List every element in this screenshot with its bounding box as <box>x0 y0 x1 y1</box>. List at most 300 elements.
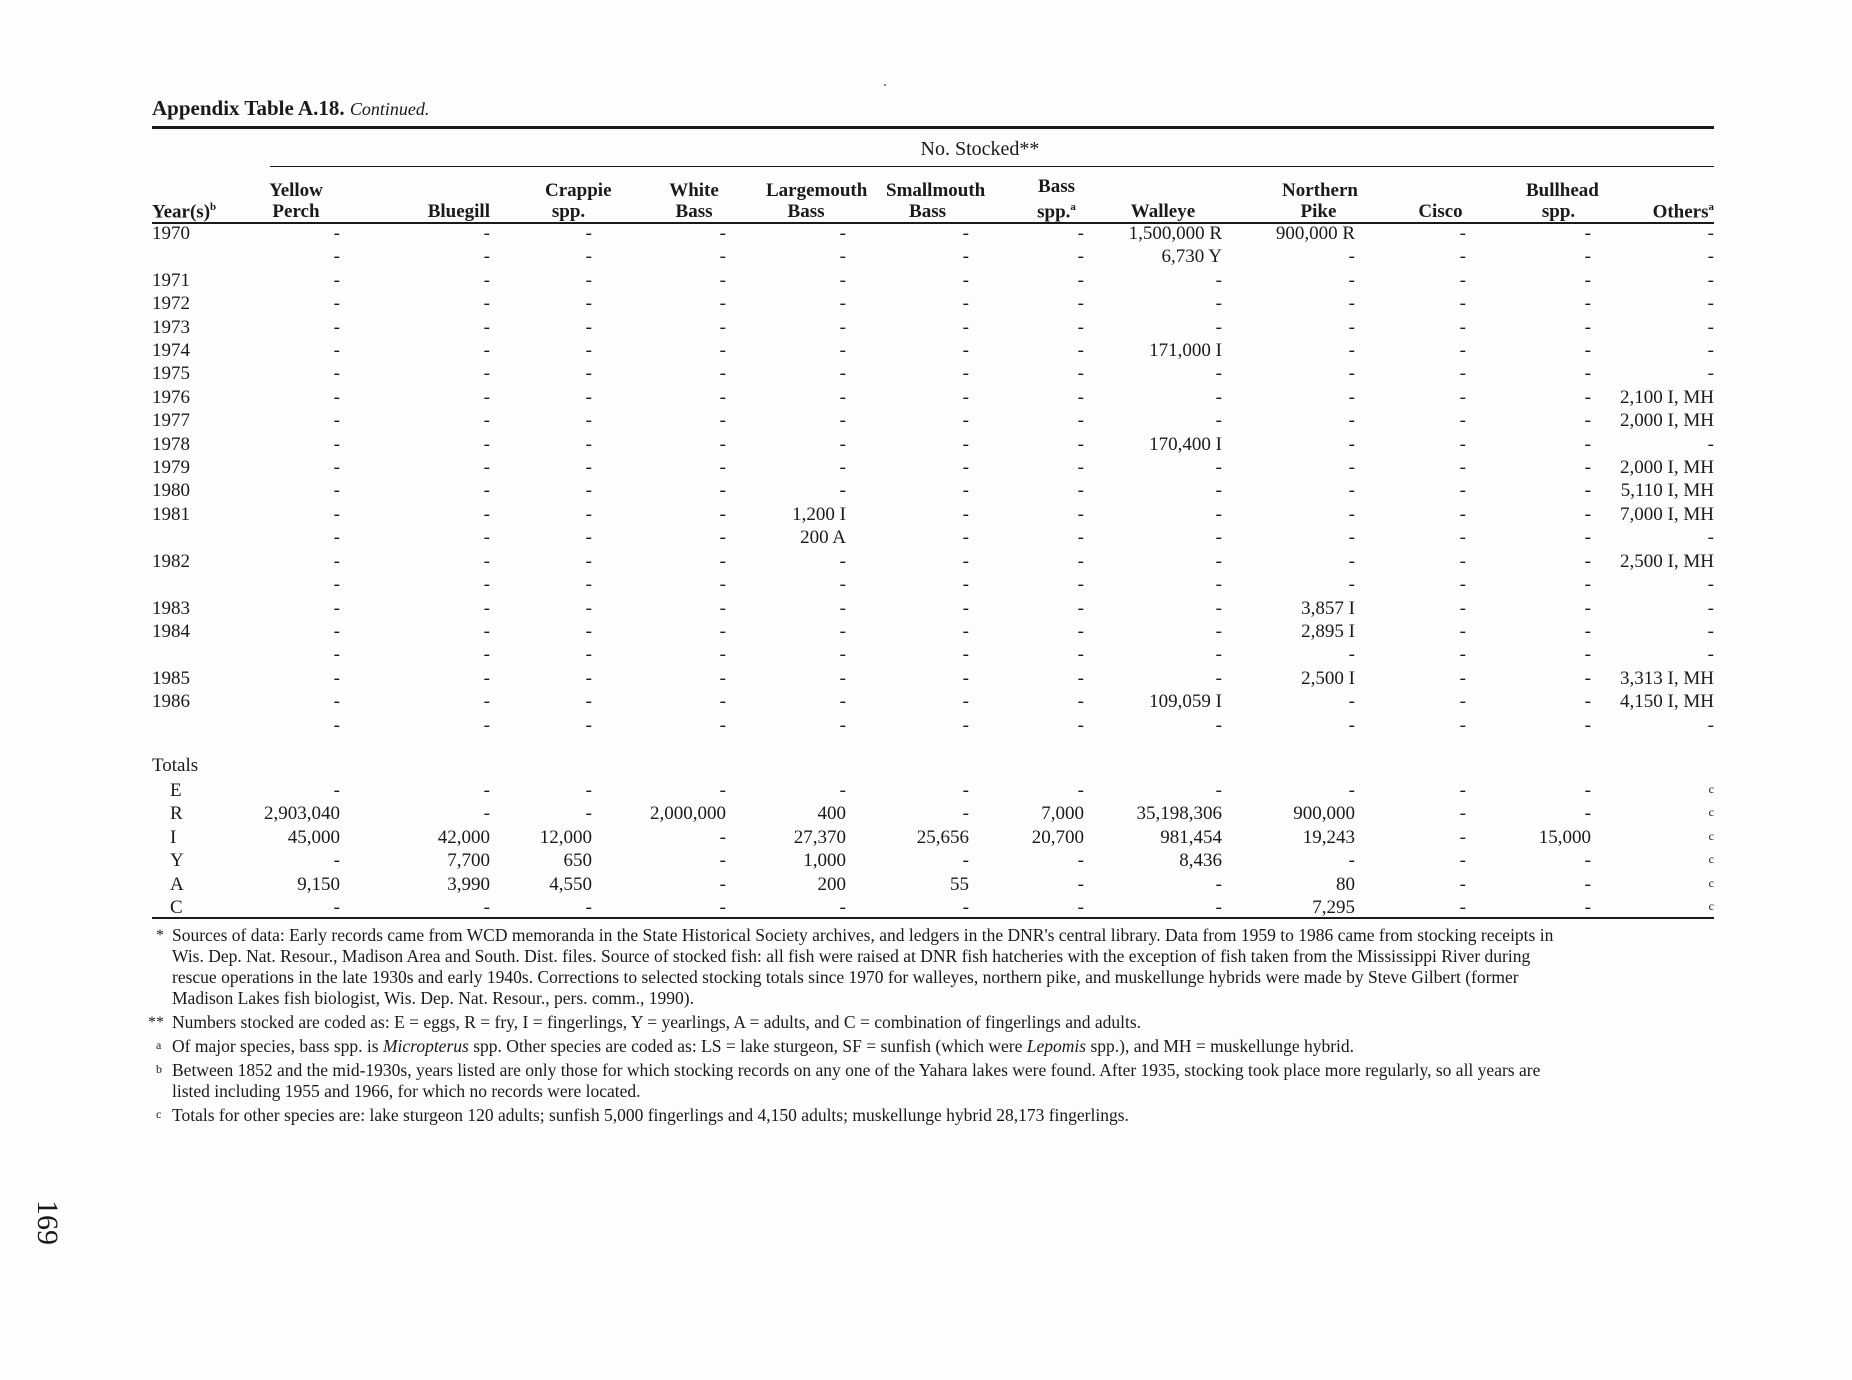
value-cell: - <box>483 574 490 596</box>
value-cell: - <box>585 550 592 572</box>
value-cell: - <box>1215 386 1222 408</box>
value-cell: - <box>719 246 726 268</box>
value-cell: 171,000 I <box>1149 340 1222 362</box>
value-cell: - <box>1348 714 1355 736</box>
value-cell: - <box>333 503 340 525</box>
value-cell: - <box>585 667 592 689</box>
value-cell: - <box>1348 269 1355 291</box>
value-cell: - <box>1459 779 1466 801</box>
value-cell: - <box>483 527 490 549</box>
value-cell: - <box>1348 340 1355 362</box>
value-cell: - <box>333 714 340 736</box>
col-year-header: $Year(s)^b$ <box>152 200 217 222</box>
value-cell: - <box>483 293 490 315</box>
year-cell: 1980 <box>152 480 190 502</box>
value-cell: - <box>719 410 726 432</box>
value-cell: - <box>1215 667 1222 689</box>
value-cell: 4,150 I, MH <box>1620 691 1714 713</box>
value-cell: - <box>1077 316 1084 338</box>
value-cell: - <box>1348 457 1355 479</box>
value-cell: 7,295 <box>1312 896 1355 918</box>
year-cell: 1973 <box>152 316 190 338</box>
value-cell: - <box>839 779 846 801</box>
totals-row <box>152 896 1714 919</box>
value-cell: - <box>1707 574 1714 596</box>
value-cell: - <box>1348 550 1355 572</box>
table-row <box>152 714 1714 737</box>
value-cell: - <box>839 223 846 244</box>
value-cell: c <box>1708 805 1714 820</box>
value-cell: - <box>1584 316 1591 338</box>
value-cell: - <box>719 850 726 872</box>
value-cell: - <box>962 269 969 291</box>
value-cell: - <box>1215 550 1222 572</box>
value-cell: - <box>962 386 969 408</box>
value-cell: - <box>1584 293 1591 315</box>
value-cell: - <box>1215 714 1222 736</box>
value-cell: - <box>1077 644 1084 666</box>
footnote-a: a Of major species, bass spp. is Micropterus spp. Other species are coded as: LS = lake sturgeon, SF = sunfish (which were Lepomis spp.), and MH = muskellunge hybrid. <box>156 1036 1355 1056</box>
value-cell: - <box>839 316 846 338</box>
header-row <box>152 170 1714 222</box>
year-cell <box>152 245 232 268</box>
value-cell: - <box>839 340 846 362</box>
value-cell: - <box>483 410 490 432</box>
value-cell: - <box>1459 457 1466 479</box>
value-cell: - <box>1459 480 1466 502</box>
table-row <box>152 245 1714 268</box>
value-cell: - <box>1077 480 1084 502</box>
totals-code: E <box>170 779 182 801</box>
value-cell: - <box>1215 873 1222 895</box>
value-cell: - <box>1215 480 1222 502</box>
value-cell: - <box>962 574 969 596</box>
col-others-header: Others$^a$ <box>1652 200 1714 222</box>
value-cell: - <box>1707 620 1714 642</box>
value-cell: c <box>1708 781 1714 796</box>
value-cell: 4,550 <box>549 873 592 895</box>
year-cell: 1984 <box>152 620 190 642</box>
value-cell: - <box>962 316 969 338</box>
value-cell: 15,000 <box>1538 826 1591 848</box>
value-cell: - <box>585 340 592 362</box>
value-cell: 7,000 I, MH <box>1620 503 1714 525</box>
value-cell: - <box>333 386 340 408</box>
year-cell <box>152 643 232 666</box>
value-cell: - <box>333 363 340 385</box>
value-cell: c <box>1708 828 1714 843</box>
value-cell: - <box>1348 293 1355 315</box>
value-cell: 5,110 I, MH <box>1620 480 1714 502</box>
value-cell: - <box>483 457 490 479</box>
value-cell: - <box>333 410 340 432</box>
value-cell: 2,000 I, MH <box>1620 457 1714 479</box>
value-cell: - <box>839 433 846 455</box>
value-cell: - <box>333 316 340 338</box>
value-cell: - <box>1459 550 1466 572</box>
year-cell: 1976 <box>152 386 190 408</box>
value-cell: - <box>962 691 969 713</box>
value-cell: 42,000 <box>437 826 490 848</box>
value-cell: 3,857 I <box>1301 597 1355 619</box>
value-cell: - <box>1215 363 1222 385</box>
value-cell: - <box>585 574 592 596</box>
value-cell: - <box>483 691 490 713</box>
value-cell: - <box>1459 503 1466 525</box>
value-cell: - <box>962 527 969 549</box>
value-cell: - <box>1215 597 1222 619</box>
value-cell: - <box>1707 293 1714 315</box>
value-cell: - <box>1707 527 1714 549</box>
value-cell: - <box>1459 896 1466 918</box>
totals-code: A <box>170 873 184 895</box>
value-cell: - <box>1707 223 1714 244</box>
value-cell: 2,000,000 <box>650 803 726 825</box>
scan-speck <box>884 84 886 86</box>
year-cell <box>152 573 232 596</box>
value-cell: - <box>719 269 726 291</box>
value-cell: - <box>1215 269 1222 291</box>
value-cell: - <box>1215 410 1222 432</box>
value-cell: - <box>1215 527 1222 549</box>
value-cell: 7,000 <box>1041 803 1084 825</box>
value-cell: - <box>962 644 969 666</box>
value-cell: - <box>585 363 592 385</box>
value-cell: - <box>719 363 726 385</box>
value-cell: - <box>962 620 969 642</box>
table-row <box>152 222 1714 245</box>
value-cell: - <box>1215 457 1222 479</box>
value-cell: c <box>1708 852 1714 867</box>
value-cell: - <box>585 503 592 525</box>
value-cell: - <box>1584 457 1591 479</box>
value-cell: - <box>483 340 490 362</box>
value-cell: - <box>585 433 592 455</box>
value-cell: - <box>1348 480 1355 502</box>
col-white-bass-header: White Bass <box>669 180 719 222</box>
value-cell: - <box>1077 550 1084 572</box>
value-cell: - <box>333 896 340 918</box>
value-cell: - <box>483 223 490 244</box>
value-cell: - <box>962 340 969 362</box>
table-row <box>152 550 1714 573</box>
value-cell: - <box>1077 850 1084 872</box>
value-cell: - <box>1215 896 1222 918</box>
value-cell: - <box>1077 527 1084 549</box>
table-row <box>152 503 1714 526</box>
value-cell: - <box>839 896 846 918</box>
value-cell: - <box>1077 386 1084 408</box>
value-cell: - <box>1459 433 1466 455</box>
table-row <box>152 597 1714 620</box>
value-cell: - <box>333 527 340 549</box>
value-cell: - <box>1459 826 1466 848</box>
value-cell: - <box>839 269 846 291</box>
value-cell: - <box>1707 714 1714 736</box>
value-cell: - <box>483 896 490 918</box>
value-cell: - <box>1215 574 1222 596</box>
value-cell: 2,500 I, MH <box>1620 550 1714 572</box>
value-cell: - <box>839 667 846 689</box>
value-cell: - <box>962 410 969 432</box>
year-cell: 1979 <box>152 457 190 479</box>
value-cell: - <box>1584 246 1591 268</box>
col-northern-pike-header: Northern Pike <box>1282 180 1358 222</box>
value-cell: - <box>719 316 726 338</box>
value-cell: - <box>483 269 490 291</box>
value-cell: 650 <box>563 850 592 872</box>
value-cell: - <box>585 386 592 408</box>
value-cell: - <box>839 363 846 385</box>
value-cell: - <box>483 246 490 268</box>
value-cell: - <box>1584 896 1591 918</box>
value-cell: - <box>1077 597 1084 619</box>
value-cell: - <box>483 714 490 736</box>
value-cell: 200 <box>817 873 846 895</box>
value-cell: 2,000 I, MH <box>1620 410 1714 432</box>
value-cell: 109,059 I <box>1149 691 1222 713</box>
year-cell: 1978 <box>152 433 190 455</box>
value-cell: - <box>1077 779 1084 801</box>
value-cell: - <box>962 550 969 572</box>
value-cell: 1,200 I <box>792 503 846 525</box>
value-cell: - <box>483 597 490 619</box>
value-cell: c <box>1708 875 1714 890</box>
value-cell: - <box>1707 246 1714 268</box>
table-row <box>152 409 1714 432</box>
totals-code: I <box>170 826 177 848</box>
value-cell: - <box>1348 386 1355 408</box>
value-cell: - <box>333 340 340 362</box>
value-cell: - <box>333 574 340 596</box>
footnotes <box>148 925 1556 1129</box>
totals-row <box>152 802 1714 825</box>
value-cell: - <box>1584 527 1591 549</box>
value-cell: - <box>1077 620 1084 642</box>
footnote-codes: ** Numbers stocked are coded as: E = eggs, R = fry, I = fingerlings, Y = yearlings, A = adults, and C = combination of fingerlings and adults. <box>148 1012 1142 1032</box>
value-cell: - <box>839 246 846 268</box>
table-title <box>152 96 429 121</box>
value-cell: 55 <box>950 873 969 895</box>
value-cell: - <box>1584 714 1591 736</box>
totals-code: C <box>170 896 183 918</box>
value-cell: - <box>585 246 592 268</box>
totals-code: Y <box>170 850 184 872</box>
value-cell: - <box>1348 363 1355 385</box>
value-cell: - <box>585 714 592 736</box>
value-cell: 27,370 <box>793 826 846 848</box>
value-cell: - <box>1584 574 1591 596</box>
value-cell: - <box>1459 246 1466 268</box>
value-cell: 1,000 <box>803 850 846 872</box>
value-cell: 900,000 R <box>1275 223 1355 244</box>
value-cell: - <box>333 293 340 315</box>
value-cell: - <box>1077 457 1084 479</box>
table-row <box>152 433 1714 456</box>
value-cell: - <box>1707 597 1714 619</box>
value-cell: - <box>962 779 969 801</box>
value-cell: - <box>719 340 726 362</box>
table-row <box>152 339 1714 362</box>
value-cell: - <box>1584 503 1591 525</box>
value-cell: - <box>333 850 340 872</box>
value-cell: 80 <box>1336 873 1355 895</box>
value-cell: - <box>483 386 490 408</box>
group-rule <box>270 166 1714 167</box>
value-cell: - <box>1077 340 1084 362</box>
value-cell: - <box>719 293 726 315</box>
value-cell: - <box>1584 410 1591 432</box>
value-cell: - <box>483 667 490 689</box>
value-cell: - <box>1459 410 1466 432</box>
value-cell: - <box>1707 363 1714 385</box>
value-cell: - <box>1077 873 1084 895</box>
value-cell: - <box>839 293 846 315</box>
value-cell: - <box>1077 433 1084 455</box>
value-cell: - <box>1707 340 1714 362</box>
year-cell: 1972 <box>152 293 190 315</box>
value-cell: - <box>1707 269 1714 291</box>
value-cell: - <box>585 644 592 666</box>
value-cell: - <box>1584 850 1591 872</box>
col-bluegill-header: Bluegill <box>427 201 490 222</box>
col-bass-spp-header: Bass spp.$^a$ <box>1037 175 1076 222</box>
value-cell: - <box>1348 503 1355 525</box>
value-cell: - <box>1348 527 1355 549</box>
value-cell: 170,400 I <box>1149 433 1222 455</box>
value-cell: 25,656 <box>916 826 969 848</box>
value-cell: - <box>1077 293 1084 315</box>
table-row <box>152 456 1714 479</box>
value-cell: - <box>1077 896 1084 918</box>
value-cell: - <box>585 457 592 479</box>
value-cell: - <box>839 386 846 408</box>
value-cell: 6,730 Y <box>1161 246 1222 268</box>
value-cell: - <box>719 691 726 713</box>
value-cell: - <box>1348 691 1355 713</box>
top-rule <box>152 126 1714 129</box>
year-cell: 1970 <box>152 223 190 244</box>
table-row <box>152 643 1714 666</box>
value-cell: - <box>962 896 969 918</box>
value-cell: - <box>585 480 592 502</box>
value-cell: - <box>1584 873 1591 895</box>
value-cell: - <box>719 873 726 895</box>
value-cell: - <box>1215 779 1222 801</box>
year-cell <box>152 714 232 737</box>
value-cell: c <box>1708 898 1714 913</box>
value-cell: - <box>585 896 592 918</box>
year-cell: 1985 <box>152 667 190 689</box>
table-row <box>152 573 1714 596</box>
value-cell: - <box>585 691 592 713</box>
value-cell: - <box>1459 340 1466 362</box>
value-cell: - <box>719 480 726 502</box>
value-cell: - <box>839 597 846 619</box>
value-cell: - <box>1348 779 1355 801</box>
value-cell: - <box>1215 503 1222 525</box>
value-cell: - <box>1584 597 1591 619</box>
value-cell: - <box>333 620 340 642</box>
value-cell: - <box>333 457 340 479</box>
value-cell: - <box>1707 316 1714 338</box>
year-cell: 1971 <box>152 269 190 291</box>
value-cell: - <box>1459 223 1466 244</box>
value-cell: - <box>585 410 592 432</box>
value-cell: - <box>333 269 340 291</box>
value-cell: - <box>1077 574 1084 596</box>
value-cell: - <box>719 527 726 549</box>
value-cell: - <box>483 503 490 525</box>
table-row <box>152 292 1714 315</box>
value-cell: - <box>1584 363 1591 385</box>
value-cell: - <box>483 644 490 666</box>
value-cell: - <box>719 550 726 572</box>
value-cell: - <box>962 433 969 455</box>
value-cell: - <box>1215 293 1222 315</box>
col-largemouth-header: Largemouth Bass <box>766 180 868 222</box>
value-cell: - <box>585 527 592 549</box>
value-cell: - <box>962 803 969 825</box>
value-cell: - <box>719 223 726 244</box>
totals-code: R <box>170 803 183 825</box>
value-cell: - <box>839 644 846 666</box>
value-cell: - <box>1077 269 1084 291</box>
value-cell: - <box>333 597 340 619</box>
totals-row <box>152 826 1714 849</box>
value-cell: 45,000 <box>287 826 340 848</box>
value-cell: 2,100 I, MH <box>1620 386 1714 408</box>
value-cell: - <box>1348 410 1355 432</box>
value-cell: - <box>483 316 490 338</box>
value-cell: - <box>333 480 340 502</box>
totals-label: Totals <box>152 755 199 777</box>
value-cell: - <box>1584 480 1591 502</box>
footnote-b: b Between 1852 and the mid-1930s, years listed are only those for which stocking records on any one of the Yahara lakes were found. After 1935, stocking took place more regularly, so all years are listed including 1955 and 1966, for which no records were located. <box>156 1060 1541 1101</box>
value-cell: - <box>962 597 969 619</box>
value-cell: - <box>962 223 969 244</box>
table-row <box>152 479 1714 502</box>
value-cell: - <box>719 667 726 689</box>
value-cell: 12,000 <box>539 826 592 848</box>
value-cell: - <box>1459 667 1466 689</box>
value-cell: - <box>1707 644 1714 666</box>
footnote-sources: * Sources of data: Early records came from WCD memoranda in the State Historical Society archives, and ledgers in the DNR's central library. Data from 1959 to 1986 came from stocking receipts in Wis. Dep. Nat. Resour., Madison Area and South. Dist. files. Source of stocked fish: all fish were raised at DNR fish hatcheries with the exception of fish taken from the Mississippi River during rescue operations in the late 1930s and early 1940s. Corrections to selected stocking totals since 1970 for walleyes, northern pike, and muskellunge hybrids were made by Steve Gilbert (former Madison Lakes fish biologist, Wis. Dep. Nat. Resour., pers. comm., 1990). <box>156 925 1554 1008</box>
footnote-c: c Totals for other species are: lake sturgeon 120 adults; sunfish 5,000 fingerlings and 4,150 adults; muskellunge hybrid 28,173 fingerlings. <box>156 1105 1129 1125</box>
value-cell: - <box>1348 574 1355 596</box>
value-cell: - <box>1584 433 1591 455</box>
col-crappie-header: Crappie spp. <box>545 180 612 222</box>
value-cell: - <box>719 503 726 525</box>
value-cell: - <box>1707 433 1714 455</box>
group-heading: No. Stocked** <box>920 138 1040 160</box>
value-cell: - <box>1077 503 1084 525</box>
year-cell: 1982 <box>152 550 190 572</box>
totals-row <box>152 779 1714 802</box>
value-cell: - <box>1584 340 1591 362</box>
table-row <box>152 620 1714 643</box>
value-cell: - <box>1459 620 1466 642</box>
value-cell: - <box>719 826 726 848</box>
value-cell: 20,700 <box>1031 826 1084 848</box>
value-cell: - <box>1584 691 1591 713</box>
value-cell: - <box>483 550 490 572</box>
table-title-label: Appendix Table A.18. <box>152 96 345 120</box>
value-cell: - <box>585 269 592 291</box>
value-cell: - <box>1459 269 1466 291</box>
table-row <box>152 526 1714 549</box>
value-cell: - <box>1459 527 1466 549</box>
